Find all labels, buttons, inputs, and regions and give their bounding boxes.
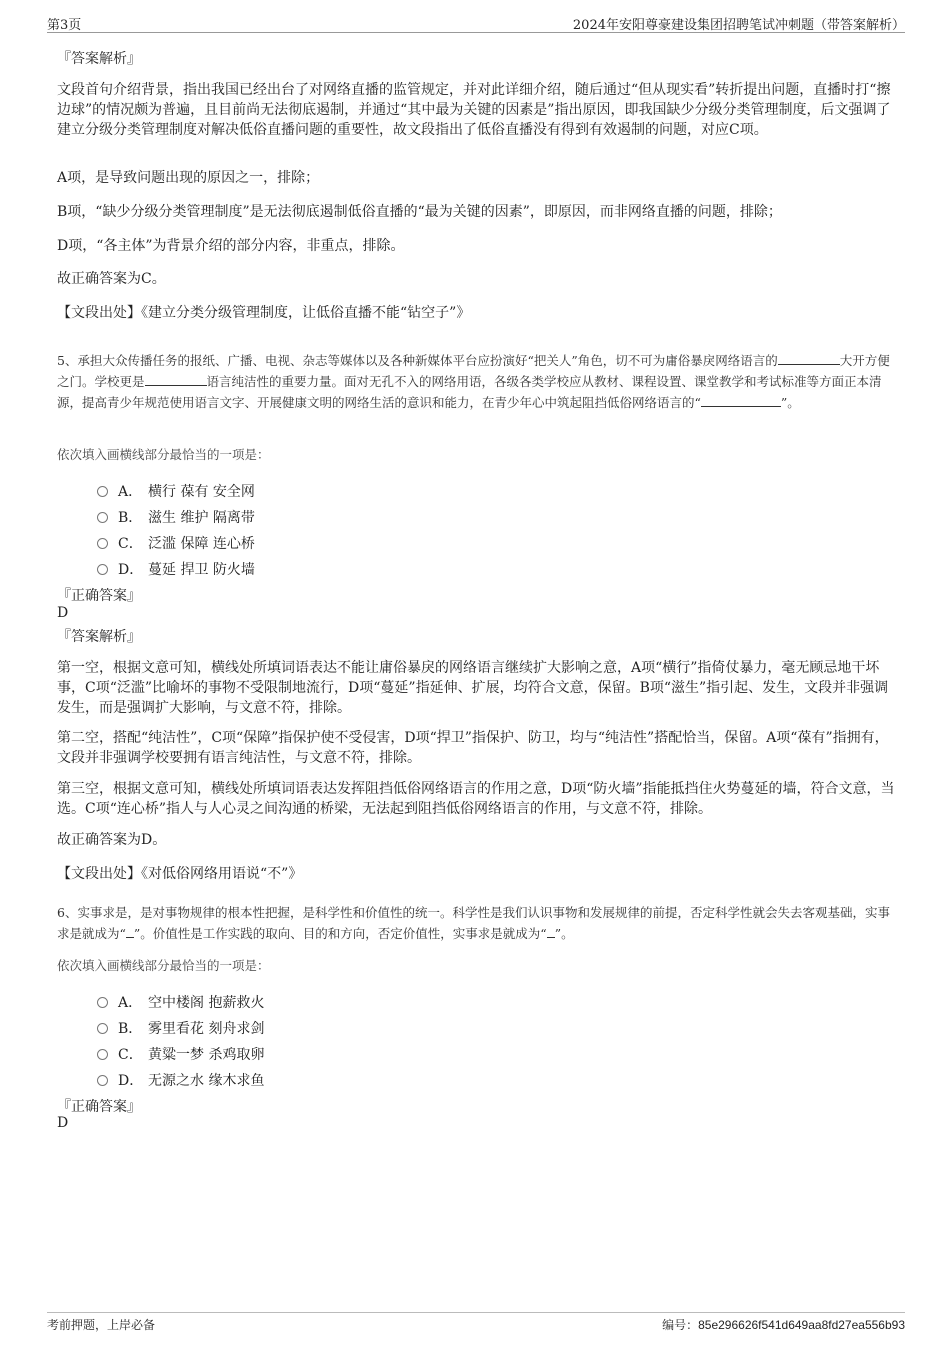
q5-analysis-para1: 第一空，根据文意可知，横线处所填词语表达不能让庸俗暴戾的网络语言继续扩大影响之意，A项“横行”指倚仗暴力，毫无顾忌地干坏事，C项“泛滥”比喻坏的事物不受限制地流行，D项“蔓延”指延伸、扩展，均符合文意，保留。B项“滋生”指引起、发生，文段并非强调发生，而是强调扩大影响，与文意不符，排除。 bbox=[57, 660, 889, 716]
footer-code-value: 85e296626f541d649aa8fd27ea556b93 bbox=[698, 1318, 905, 1332]
option-text: 滋生 维护 隔离带 bbox=[148, 510, 255, 526]
option-text: 泛滥 保障 连心桥 bbox=[148, 536, 255, 552]
q6-stem bbox=[57, 902, 897, 944]
q5-stem-part2: 大开方便之门。学校更是 bbox=[57, 353, 890, 389]
option-text: 横行 葆有 安全网 bbox=[148, 484, 255, 500]
q4-analysis-para1: 文段首句介绍背景，指出我国已经出台了对网络直播的监管规定，并对此详细介绍，随后通过“但从现实看”转折提出问题，直播时打“擦边球”的情况颇为普遍，且目前尚无法彻底遏制，并通过“其中最为关键的因素是”指出原因，即我国缺少分级分类管理制度，后文强调了建立分级分类管理制度对解决低俗直播问题的重要性，故文段指出了低俗直播没有得到有效遏制的问题，对应C项。 bbox=[57, 82, 891, 138]
option-text: 无源之水 缘木求鱼 bbox=[148, 1073, 265, 1089]
option-letter: D． bbox=[118, 562, 144, 578]
q5-stem-part1: 5、承担大众传播任务的报纸、广播、电视、杂志等媒体以及各种新媒体平台应扮演好“把关人”角色，切不可为庸俗暴戾网络语言的 bbox=[57, 353, 778, 368]
q5-blank-1 bbox=[778, 352, 840, 365]
footer-code-label: 编号： bbox=[662, 1318, 699, 1332]
q6-stem-part3: ”。 bbox=[554, 926, 574, 941]
q4-analysis-para2: A项，是导致问题出现的原因之一，排除； bbox=[57, 170, 320, 186]
q4-analysis-conclusion: 故正确答案为C。 bbox=[57, 271, 166, 287]
radio-icon[interactable] bbox=[97, 997, 108, 1008]
q4-source: 【文段出处】《建立分类分级管理制度，让低俗直播不能“钻空子”》 bbox=[57, 305, 471, 321]
q5-stem bbox=[57, 350, 897, 413]
option-text: 空中楼阁 抱薪救火 bbox=[148, 995, 265, 1011]
q5-prompt: 依次填入画横线部分最恰当的一项是： bbox=[57, 447, 270, 462]
q4-analysis-para3: B项，“缺少分级分类管理制度”是无法彻底遏制低俗直播的“最为关键的因素”，即原因，而非网络直播的问题，排除； bbox=[57, 204, 782, 220]
page-footer bbox=[47, 1312, 905, 1335]
option-letter: C． bbox=[118, 536, 143, 552]
page-header bbox=[47, 12, 905, 33]
q6-option-c[interactable] bbox=[97, 1044, 264, 1064]
q5-answer-label: 『正确答案』 bbox=[57, 588, 141, 604]
q4-analysis-label: 『答案解析』 bbox=[57, 51, 141, 67]
q5-analysis-label: 『答案解析』 bbox=[57, 629, 141, 645]
q6-blank-2 bbox=[547, 925, 555, 938]
option-text: 蔓延 捍卫 防火墙 bbox=[148, 562, 255, 578]
q6-stem-part1: 6、实事求是，是对事物规律的根本性把握，是科学性和价值性的统一。科学性是我们认识事物和发展规律的前提，否定科学性就会失去客观基础，实事求是就成为“ bbox=[57, 905, 890, 941]
option-text: 雾里看花 刻舟求剑 bbox=[148, 1021, 265, 1037]
option-text: 黄粱一梦 杀鸡取卵 bbox=[148, 1047, 265, 1063]
radio-icon[interactable] bbox=[97, 1023, 108, 1034]
option-letter: B． bbox=[118, 1021, 143, 1037]
q6-option-a[interactable] bbox=[97, 992, 264, 1012]
q5-blank-3 bbox=[701, 394, 781, 407]
q5-answer: D bbox=[57, 605, 69, 621]
radio-icon[interactable] bbox=[97, 512, 108, 523]
q6-stem-part2: ”。价值性是工作实践的取向、目的和方向，否定价值性，实事求是就成为“ bbox=[133, 926, 547, 941]
radio-icon[interactable] bbox=[97, 538, 108, 549]
q5-option-a[interactable] bbox=[97, 481, 255, 501]
q5-analysis-para3: 第三空，根据文意可知，横线处所填词语表达发挥阻挡低俗网络语言的作用之意，D项“防火墙”指能抵挡住火势蔓延的墙，符合文意，当选。C项“连心桥”指人与人心灵之间沟通的桥梁，无法起到阻挡低俗网络语言的作用，与文意不符，排除。 bbox=[57, 781, 895, 817]
radio-icon[interactable] bbox=[97, 1049, 108, 1060]
q5-option-d[interactable] bbox=[97, 559, 255, 579]
q5-blank-2 bbox=[145, 373, 207, 386]
q5-analysis-para2: 第二空，搭配“纯洁性”，C项“保障”指保护使不受侵害，D项“捍卫”指保护、防卫，均与“纯洁性”搭配恰当，保留。A项“葆有”指拥有，文段并非强调学校要拥有语言纯洁性，与文意不符，排除。 bbox=[57, 730, 889, 766]
radio-icon[interactable] bbox=[97, 1075, 108, 1086]
page-number: 第3页 bbox=[47, 18, 82, 33]
q6-answer-label: 『正确答案』 bbox=[57, 1099, 141, 1115]
footer-slogan: 考前押题，上岸必备 bbox=[47, 1318, 156, 1332]
q6-answer: D bbox=[57, 1115, 69, 1131]
q5-option-c[interactable] bbox=[97, 533, 255, 553]
document-title: 2024年安阳尊豪建设集团招聘笔试冲刺题（带答案解析） bbox=[572, 18, 905, 33]
q6-blank-1 bbox=[126, 925, 134, 938]
q5-stem-part3: 语言纯洁性的重要力量。面对无孔不入的网络用语，各级各类学校应从教材、课程设置、课堂教学和考试标准等方面正本清源，提高青少年规范使用语言文字、开展健康文明的网络生活的意识和能力，在青少年心中筑起阻挡低俗网络语言的“ bbox=[57, 374, 882, 410]
q5-option-b[interactable] bbox=[97, 507, 255, 527]
q6-prompt: 依次填入画横线部分最恰当的一项是： bbox=[57, 958, 270, 973]
option-letter: B． bbox=[118, 510, 143, 526]
q6-option-d[interactable] bbox=[97, 1070, 264, 1090]
option-letter: C． bbox=[118, 1047, 143, 1063]
radio-icon[interactable] bbox=[97, 486, 108, 497]
footer-code bbox=[662, 1316, 905, 1333]
option-letter: D． bbox=[118, 1073, 144, 1089]
q5-source: 【文段出处】《对低俗网络用语说“不”》 bbox=[57, 866, 303, 882]
q6-option-b[interactable] bbox=[97, 1018, 264, 1038]
option-letter: A． bbox=[118, 995, 143, 1011]
radio-icon[interactable] bbox=[97, 564, 108, 575]
q4-analysis-para4: D项，“各主体”为背景介绍的部分内容，非重点，排除。 bbox=[57, 238, 405, 254]
q5-stem-part4: ”。 bbox=[780, 395, 800, 410]
q5-analysis-conclusion: 故正确答案为D。 bbox=[57, 832, 167, 848]
option-letter: A． bbox=[118, 484, 143, 500]
